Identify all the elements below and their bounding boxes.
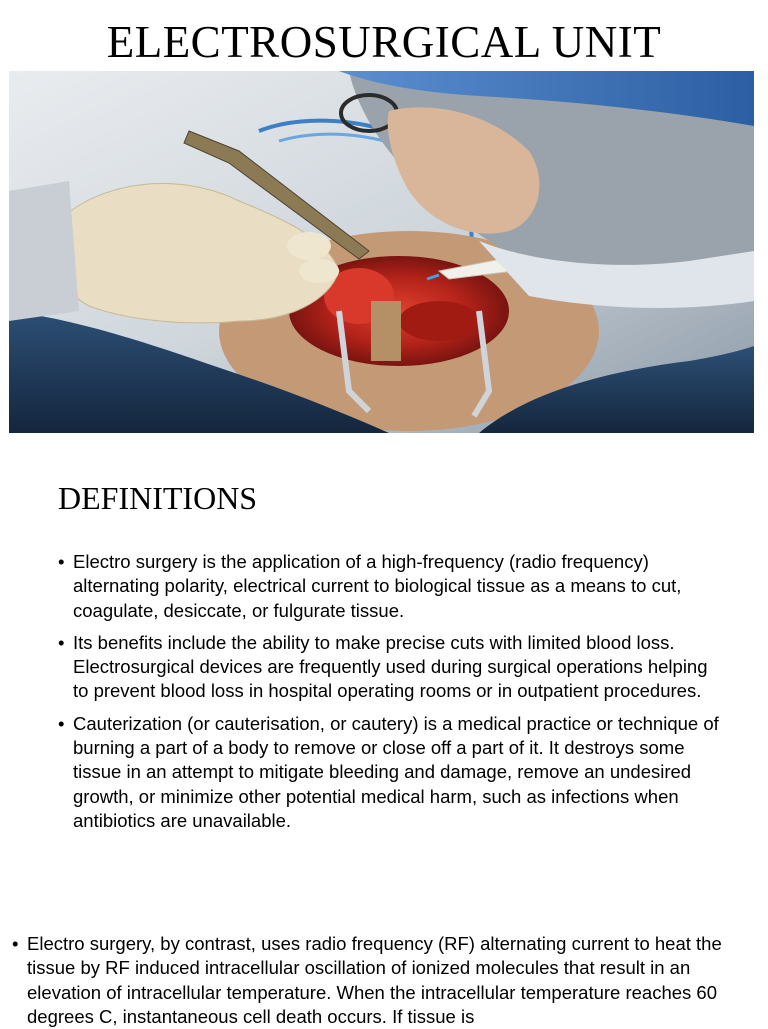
list-item: • Its benefits include the ability to make precise cuts with limited blood loss. Electrosurgical devices are frequently used during surgical operations helping to prevent blood loss in hospital operating rooms or in outpatient procedures.: [58, 631, 728, 704]
list-item: • Electro surgery, by contrast, uses radio frequency (RF) alternating current to heat the tissue by RF induced intracellular oscillation of ionized molecules that result in an elevation of intracellular temperature. When the intracellular temperature reaches 60 degrees C, instantaneous cell death occurs. If tissue is: [12, 932, 757, 1029]
page-title: ELECTROSURGICAL UNIT: [106, 17, 662, 67]
retractor-blade: [371, 301, 401, 361]
definitions-list: [58, 550, 728, 841]
surgery-illustration: [9, 71, 754, 433]
list-item: • Cauterization (or cauterisation, or cautery) is a medical practice or technique of burning a part of a body to remove or close off a part of it. It destroys some tissue in an attempt to mitigate bleeding and damage, remove an undesired growth, or minimize other potential medical harm, such as infections when antibiotics are unavailable.: [58, 712, 728, 833]
continuation-list: [12, 932, 757, 1029]
list-item: • Electro surgery is the application of a high-frequency (radio frequency) alternating polarity, electrical current to biological tissue as a means to cut, coagulate, desiccate, or fulgurate tissue.: [58, 550, 728, 623]
surgery-photo: [9, 71, 754, 433]
section-heading-definitions: DEFINITIONS: [58, 480, 258, 516]
